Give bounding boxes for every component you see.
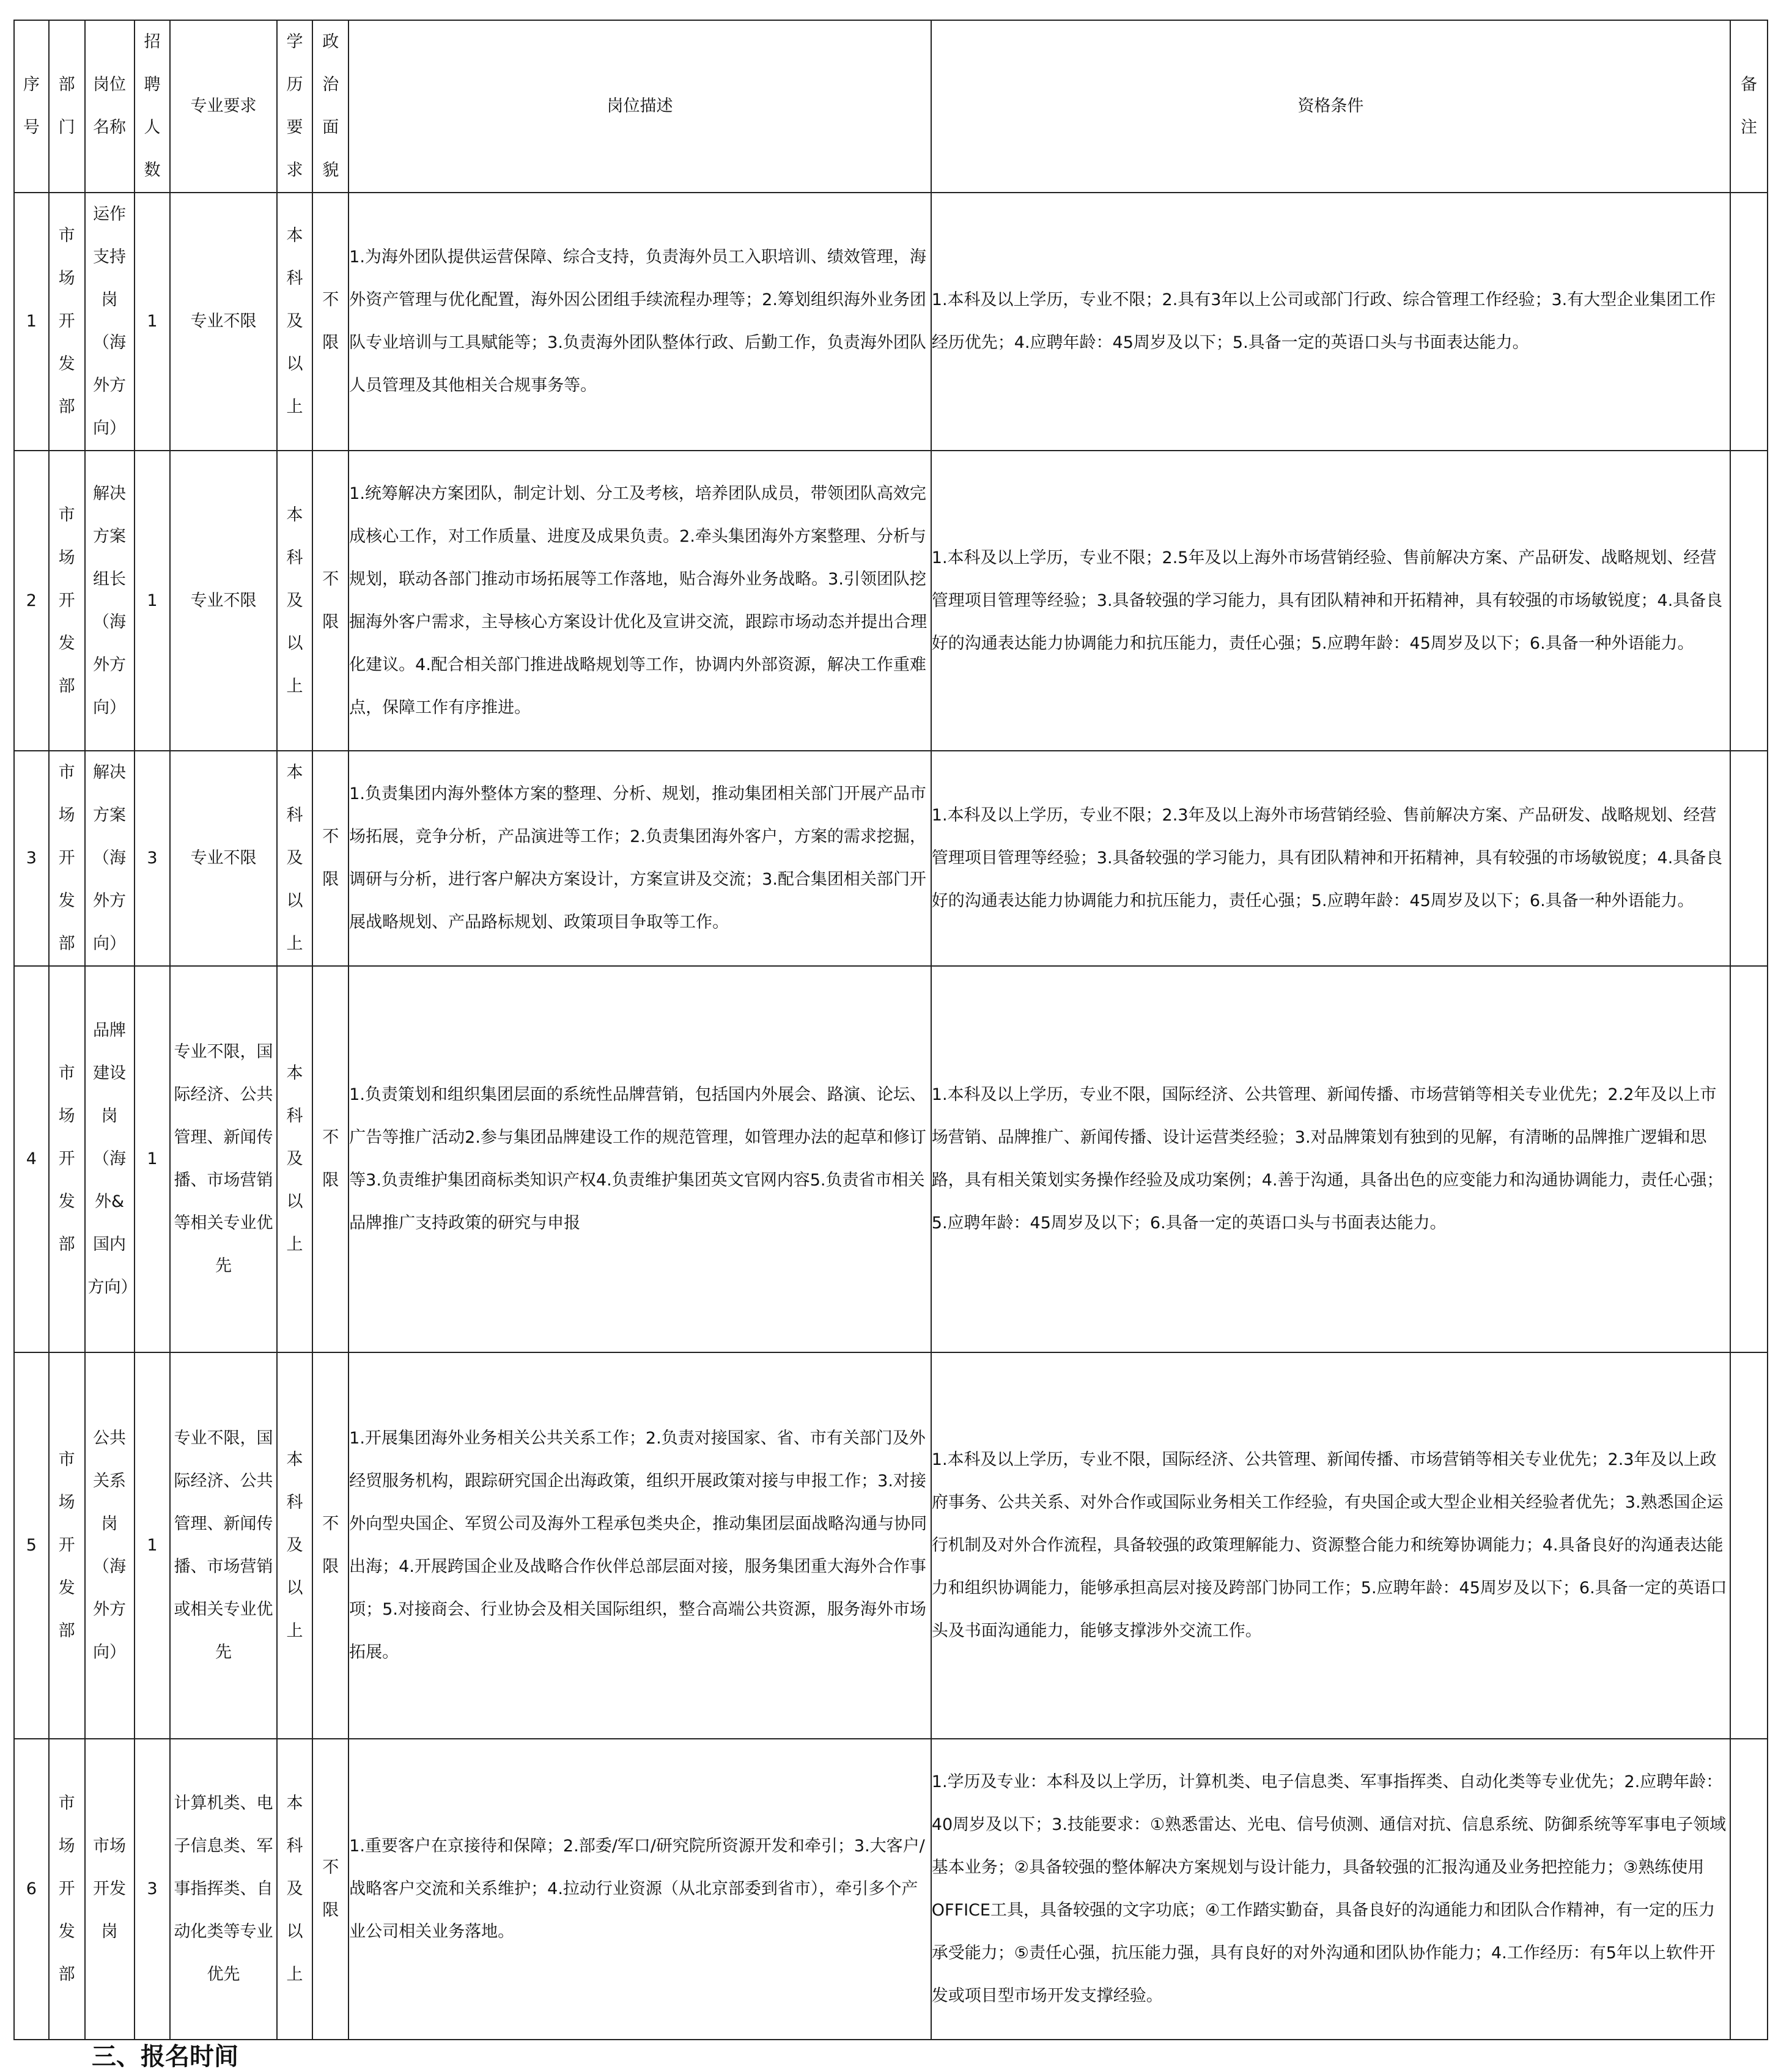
cell-desc: 1.开展集团海外业务相关公共关系工作；2.负责对接国家、省、市有关部门及外经贸服务机构，跟踪研究国企出海政策，组织开展政策对接与申报工作；3.对接外向型央国企、军贸公司及海外工程承包类央企，推动集团层面战略沟通与协同出海；4.开展跨国企业及战略合作伙伴总部层面对接，服务集团重大海外合作事项；5.对接商会、行业协会及相关国际组织，整合高端公共资源，服务海外市场拓展。 xyxy=(348,1352,931,1739)
header-qual: 资格条件 xyxy=(931,20,1730,193)
cell-dept: 市场开发部 xyxy=(49,966,85,1352)
cell-count: 1 xyxy=(135,1352,171,1739)
cell-post: 解决方案组长（海外方向） xyxy=(85,451,135,751)
cell-post: 公共关系岗（海外方向） xyxy=(85,1352,135,1739)
cell-edu: 本科及以上 xyxy=(277,751,313,966)
cell-count: 3 xyxy=(135,1739,171,2040)
table-row xyxy=(14,751,1768,966)
cell-politics: 不限 xyxy=(312,751,348,966)
cell-major: 专业不限，国际经济、公共管理、新闻传播、市场营销等相关专业优先 xyxy=(170,966,276,1352)
cell-politics: 不限 xyxy=(312,1352,348,1739)
cell-note xyxy=(1730,1739,1768,2040)
cell-major: 专业不限，国际经济、公共管理、新闻传播、市场营销或相关专业优先 xyxy=(170,1352,276,1739)
cell-post: 市场开发岗 xyxy=(85,1739,135,2040)
cell-desc: 1.重要客户在京接待和保障；2.部委/军口/研究院所资源开发和牵引；3.大客户/战略客户交流和关系维护；4.拉动行业资源（从北京部委到省市），牵引多个产业公司相关业务落地。 xyxy=(348,1739,931,2040)
cell-major: 计算机类、电子信息类、军事指挥类、自动化类等专业优先 xyxy=(170,1739,276,2040)
cell-major: 专业不限 xyxy=(170,193,276,451)
cell-post: 运作支持岗（海外方向） xyxy=(85,193,135,451)
cell-qual: 1.学历及专业：本科及以上学历，计算机类、电子信息类、军事指挥类、自动化类等专业优先；2.应聘年龄：40周岁及以下；3.技能要求：①熟悉雷达、光电、信号侦测、通信对抗、信息系统、防御系统等军事电子领域基本业务；②具备较强的整体解决方案规划与设计能力，具备较强的汇报沟通及业务把控能力；③熟练使用OFFICE工具，具备较强的文字功底；④工作踏实勤奋，具备良好的沟通能力和团队合作精神，有一定的压力承受能力；⑤责任心强，抗压能力强，具有良好的对外沟通和团队协作能力；4.工作经历：有5年以上软件开发或项目型市场开发支撑经验。 xyxy=(931,1739,1730,2040)
cell-dept: 市场开发部 xyxy=(49,1739,85,2040)
cell-seq: 1 xyxy=(14,193,49,451)
header-edu: 学历要求 xyxy=(277,20,313,193)
cell-seq: 6 xyxy=(14,1739,49,2040)
cell-note xyxy=(1730,966,1768,1352)
header-major: 专业要求 xyxy=(170,20,276,193)
cell-dept: 市场开发部 xyxy=(49,451,85,751)
cell-post: 品牌建设岗（海外&国内方向） xyxy=(85,966,135,1352)
cell-qual: 1.本科及以上学历，专业不限；2.3年及以上海外市场营销经验、售前解决方案、产品研发、战略规划、经营管理项目管理等经验；3.具备较强的学习能力，具有团队精神和开拓精神，具有较强的市场敏锐度；4.具备良好的沟通表达能力协调能力和抗压能力，责任心强；5.应聘年龄：45周岁及以下；6.具备一种外语能力。 xyxy=(931,751,1730,966)
header-note: 备注 xyxy=(1730,20,1768,193)
cell-note xyxy=(1730,1352,1768,1739)
cell-politics: 不限 xyxy=(312,1739,348,2040)
cell-politics: 不限 xyxy=(312,193,348,451)
cell-seq: 2 xyxy=(14,451,49,751)
cell-note xyxy=(1730,751,1768,966)
header-dept: 部门 xyxy=(49,20,85,193)
cell-dept: 市场开发部 xyxy=(49,1352,85,1739)
cell-politics: 不限 xyxy=(312,451,348,751)
cell-count: 1 xyxy=(135,193,171,451)
table-header-row xyxy=(14,20,1768,193)
cell-seq: 4 xyxy=(14,966,49,1352)
table-row xyxy=(14,966,1768,1352)
header-seq: 序号 xyxy=(14,20,49,193)
cell-qual: 1.本科及以上学历，专业不限，国际经济、公共管理、新闻传播、市场营销等相关专业优先；2.2年及以上市场营销、品牌推广、新闻传播、设计运营类经验；3.对品牌策划有独到的见解，有清晰的品牌推广逻辑和思路，具有相关策划实务操作经验及成功案例；4.善于沟通，具备出色的应变能力和沟通协调能力，责任心强；5.应聘年龄：45周岁及以下；6.具备一定的英语口头与书面表达能力。 xyxy=(931,966,1730,1352)
cell-dept: 市场开发部 xyxy=(49,751,85,966)
header-politics: 政治面貌 xyxy=(312,20,348,193)
cell-desc: 1.为海外团队提供运营保障、综合支持，负责海外员工入职培训、绩效管理，海外资产管理与优化配置，海外因公团组手续流程办理等；2.筹划组织海外业务团队专业培训与工具赋能等；3.负责海外团队整体行政、后勤工作，负责海外团队人员管理及其他相关合规事务等。 xyxy=(348,193,931,451)
cell-edu: 本科及以上 xyxy=(277,1739,313,2040)
cell-major: 专业不限 xyxy=(170,751,276,966)
table-row xyxy=(14,193,1768,451)
cell-count: 3 xyxy=(135,751,171,966)
cell-desc: 1.负责集团内海外整体方案的整理、分析、规划，推动集团相关部门开展产品市场拓展，竞争分析，产品演进等工作；2.负责集团海外客户，方案的需求挖掘，调研与分析，进行客户解决方案设计，方案宣讲及交流；3.配合集团相关部门开展战略规划、产品路标规划、政策项目争取等工作。 xyxy=(348,751,931,966)
table-row xyxy=(14,1352,1768,1739)
table-row xyxy=(14,1739,1768,2040)
cell-post: 解决方案（海外方向） xyxy=(85,751,135,966)
cell-qual: 1.本科及以上学历，专业不限；2.具有3年以上公司或部门行政、综合管理工作经验；3.有大型企业集团工作经历优先；4.应聘年龄：45周岁及以下；5.具备一定的英语口头与书面表达能力。 xyxy=(931,193,1730,451)
cell-note xyxy=(1730,451,1768,751)
cell-note xyxy=(1730,193,1768,451)
recruitment-table xyxy=(13,20,1768,2040)
cell-edu: 本科及以上 xyxy=(277,451,313,751)
cell-edu: 本科及以上 xyxy=(277,966,313,1352)
cell-qual: 1.本科及以上学历，专业不限，国际经济、公共管理、新闻传播、市场营销等相关专业优先；2.3年及以上政府事务、公共关系、对外合作或国际业务相关工作经验，有央国企或大型企业相关经验者优先；3.熟悉国企运行机制及对外合作流程，具备较强的政策理解能力、资源整合能力和统筹协调能力；4.具备良好的沟通表达能力和组织协调能力，能够承担高层对接及跨部门协同工作；5.应聘年龄：45周岁及以下；6.具备一定的英语口头及书面沟通能力，能够支撑涉外交流工作。 xyxy=(931,1352,1730,1739)
header-desc: 岗位描述 xyxy=(348,20,931,193)
cell-edu: 本科及以上 xyxy=(277,1352,313,1739)
cell-count: 1 xyxy=(135,451,171,751)
header-post: 岗位名称 xyxy=(85,20,135,193)
section-heading-registration-time: 三、报名时间 xyxy=(92,2043,238,2071)
cell-count: 1 xyxy=(135,966,171,1352)
cell-politics: 不限 xyxy=(312,966,348,1352)
cell-desc: 1.负责策划和组织集团层面的系统性品牌营销，包括国内外展会、路演、论坛、广告等推广活动2.参与集团品牌建设工作的规范管理，如管理办法的起草和修订等3.负责维护集团商标类知识产权4.负责维护集团英文官网内容5.负责省市相关品牌推广支持政策的研究与申报 xyxy=(348,966,931,1352)
cell-desc: 1.统筹解决方案团队，制定计划、分工及考核，培养团队成员，带领团队高效完成核心工作，对工作质量、进度及成果负责。2.牵头集团海外方案整理、分析与规划，联动各部门推动市场拓展等工作落地，贴合海外业务战略。3.引领团队挖掘海外客户需求，主导核心方案设计优化及宣讲交流，跟踪市场动态并提出合理化建议。4.配合相关部门推进战略规划等工作，协调内外部资源，解决工作重难点，保障工作有序推进。 xyxy=(348,451,931,751)
cell-seq: 5 xyxy=(14,1352,49,1739)
cell-dept: 市场开发部 xyxy=(49,193,85,451)
table-row xyxy=(14,451,1768,751)
cell-major: 专业不限 xyxy=(170,451,276,751)
cell-qual: 1.本科及以上学历，专业不限；2.5年及以上海外市场营销经验、售前解决方案、产品研发、战略规划、经营管理项目管理等经验；3.具备较强的学习能力，具有团队精神和开拓精神，具有较强的市场敏锐度；4.具备良好的沟通表达能力协调能力和抗压能力，责任心强；5.应聘年龄：45周岁及以下；6.具备一种外语能力。 xyxy=(931,451,1730,751)
header-count: 招聘人数 xyxy=(135,20,171,193)
cell-seq: 3 xyxy=(14,751,49,966)
cell-edu: 本科及以上 xyxy=(277,193,313,451)
